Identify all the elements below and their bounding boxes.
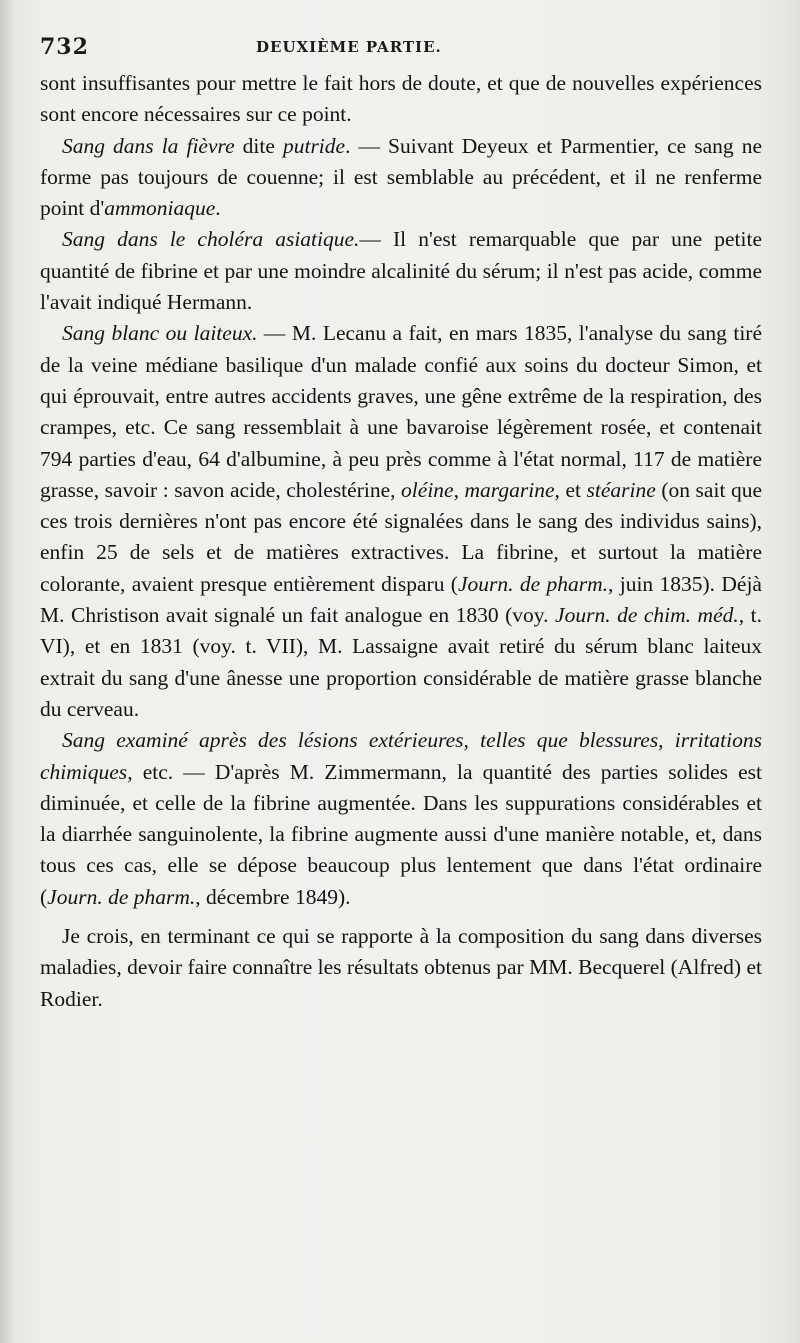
paragraph-fever-blood <box>40 131 762 225</box>
paragraph-continuation <box>40 68 762 131</box>
page-header <box>40 32 762 64</box>
reverse-side-bleed-through <box>40 1040 762 1300</box>
text-run: , t. VI), et en 1831 (voy. t. VII), M. Lassaigne avait retiré du sérum blanc laiteux extrait du sang d'une ânesse une proportion considérable de matière grasse blanche du cerveau. <box>40 603 762 721</box>
italic-run: margarine <box>464 477 555 502</box>
text-run: (on sait que ces trois dernières n'ont pas encore été signalées dans le sang des individus sains), enfin 25 de sels et de matières extractives. La fibrine, et surtout la matière colorante, avaient presque entièrement disparu ( <box>40 477 763 596</box>
italic-run: Journ. de pharm. <box>457 571 608 596</box>
italic-run: putride <box>282 133 346 158</box>
italic-run: oléine <box>401 477 454 502</box>
text-run: , juin 1835). Déjà M. Christison avait signalé un fait analogue en 1830 (voy. <box>40 571 762 628</box>
running-head: DEUXIÈME PARTIE. <box>256 38 442 56</box>
italic-run: Sang dans la fièvre <box>62 133 235 158</box>
italic-run: Sang examiné après des lésions extérieures, telles que blessures, irritations chimiques <box>40 728 762 784</box>
page-number: 732 <box>40 34 89 60</box>
text-run: — M. Lecanu a fait, en mars 1835, l'analyse du sang tiré de la veine médiane basilique d'un malade confié aux soins du docteur Simon, et qui éprouvait, entre autres accidents graves, une gêne extrême de la respiration, des crampes, etc. Ce sang ressemblait à une bavaroise légèrement rosée, et contenait 794 parties d'eau, 64 d'albumine, à peu près comme à l'état normal, 117 de matière grasse, savoir : savon acide, cholestérine, <box>40 321 762 502</box>
text-run: dite <box>234 133 283 158</box>
paragraph-milky-blood <box>40 318 762 725</box>
text-run: , décembre 1849). <box>195 884 351 909</box>
paragraph-cholera-blood <box>40 224 762 318</box>
text-run: — Il n'est remarquable que par une petite quantité de fibrine et par une moindre alcalinité du sérum; il n'est pas acide, comme l'avait indiqué Hermann. <box>40 227 762 315</box>
italic-run: Journ. de pharm. <box>47 884 196 909</box>
italic-run: Journ. de chim. méd. <box>555 603 739 628</box>
text-run: , etc. — D'après M. Zimmermann, la quantité des parties solides est diminuée, et celle de la fibrine augmentée. Dans les suppurations considérables et la diarrhée sanguinolente, la fibrine augmente aussi d'une manière notable, et, dans tous ces cas, elle se dépose beaucoup plus lentement que dans l'état ordinaire ( <box>40 759 762 909</box>
text-run: . — Suivant Deyeux et Parmentier, ce sang ne forme pas toujours de couenne; il est semblable au précédent, et il ne renferme point d' <box>40 133 763 221</box>
text-run: , <box>453 477 465 502</box>
text-run: , et <box>554 477 587 502</box>
text-run: sont insuffisantes pour mettre le fait hors de doute, et que de nouvelles expériences sont encore nécessaires sur ce point. <box>40 71 762 127</box>
body-text <box>40 68 762 1015</box>
italic-run: Sang dans le choléra asiatique. <box>62 227 360 252</box>
text-run: Je crois, en terminant ce qui se rapporte à la composition du sang dans diverses maladies, devoir faire connaître les résultats obtenus par MM. Becquerel (Alfred) et Rodier. <box>40 924 762 1011</box>
italic-run: stéarine <box>586 477 656 502</box>
text-run: . <box>215 196 221 221</box>
paragraph-conclusion <box>40 921 762 1015</box>
italic-run: ammoniaque <box>104 196 216 221</box>
paragraph-lesion-blood <box>40 725 762 913</box>
italic-run: Sang blanc ou laiteux. <box>62 321 258 346</box>
page-spine-shadow <box>0 0 14 1343</box>
